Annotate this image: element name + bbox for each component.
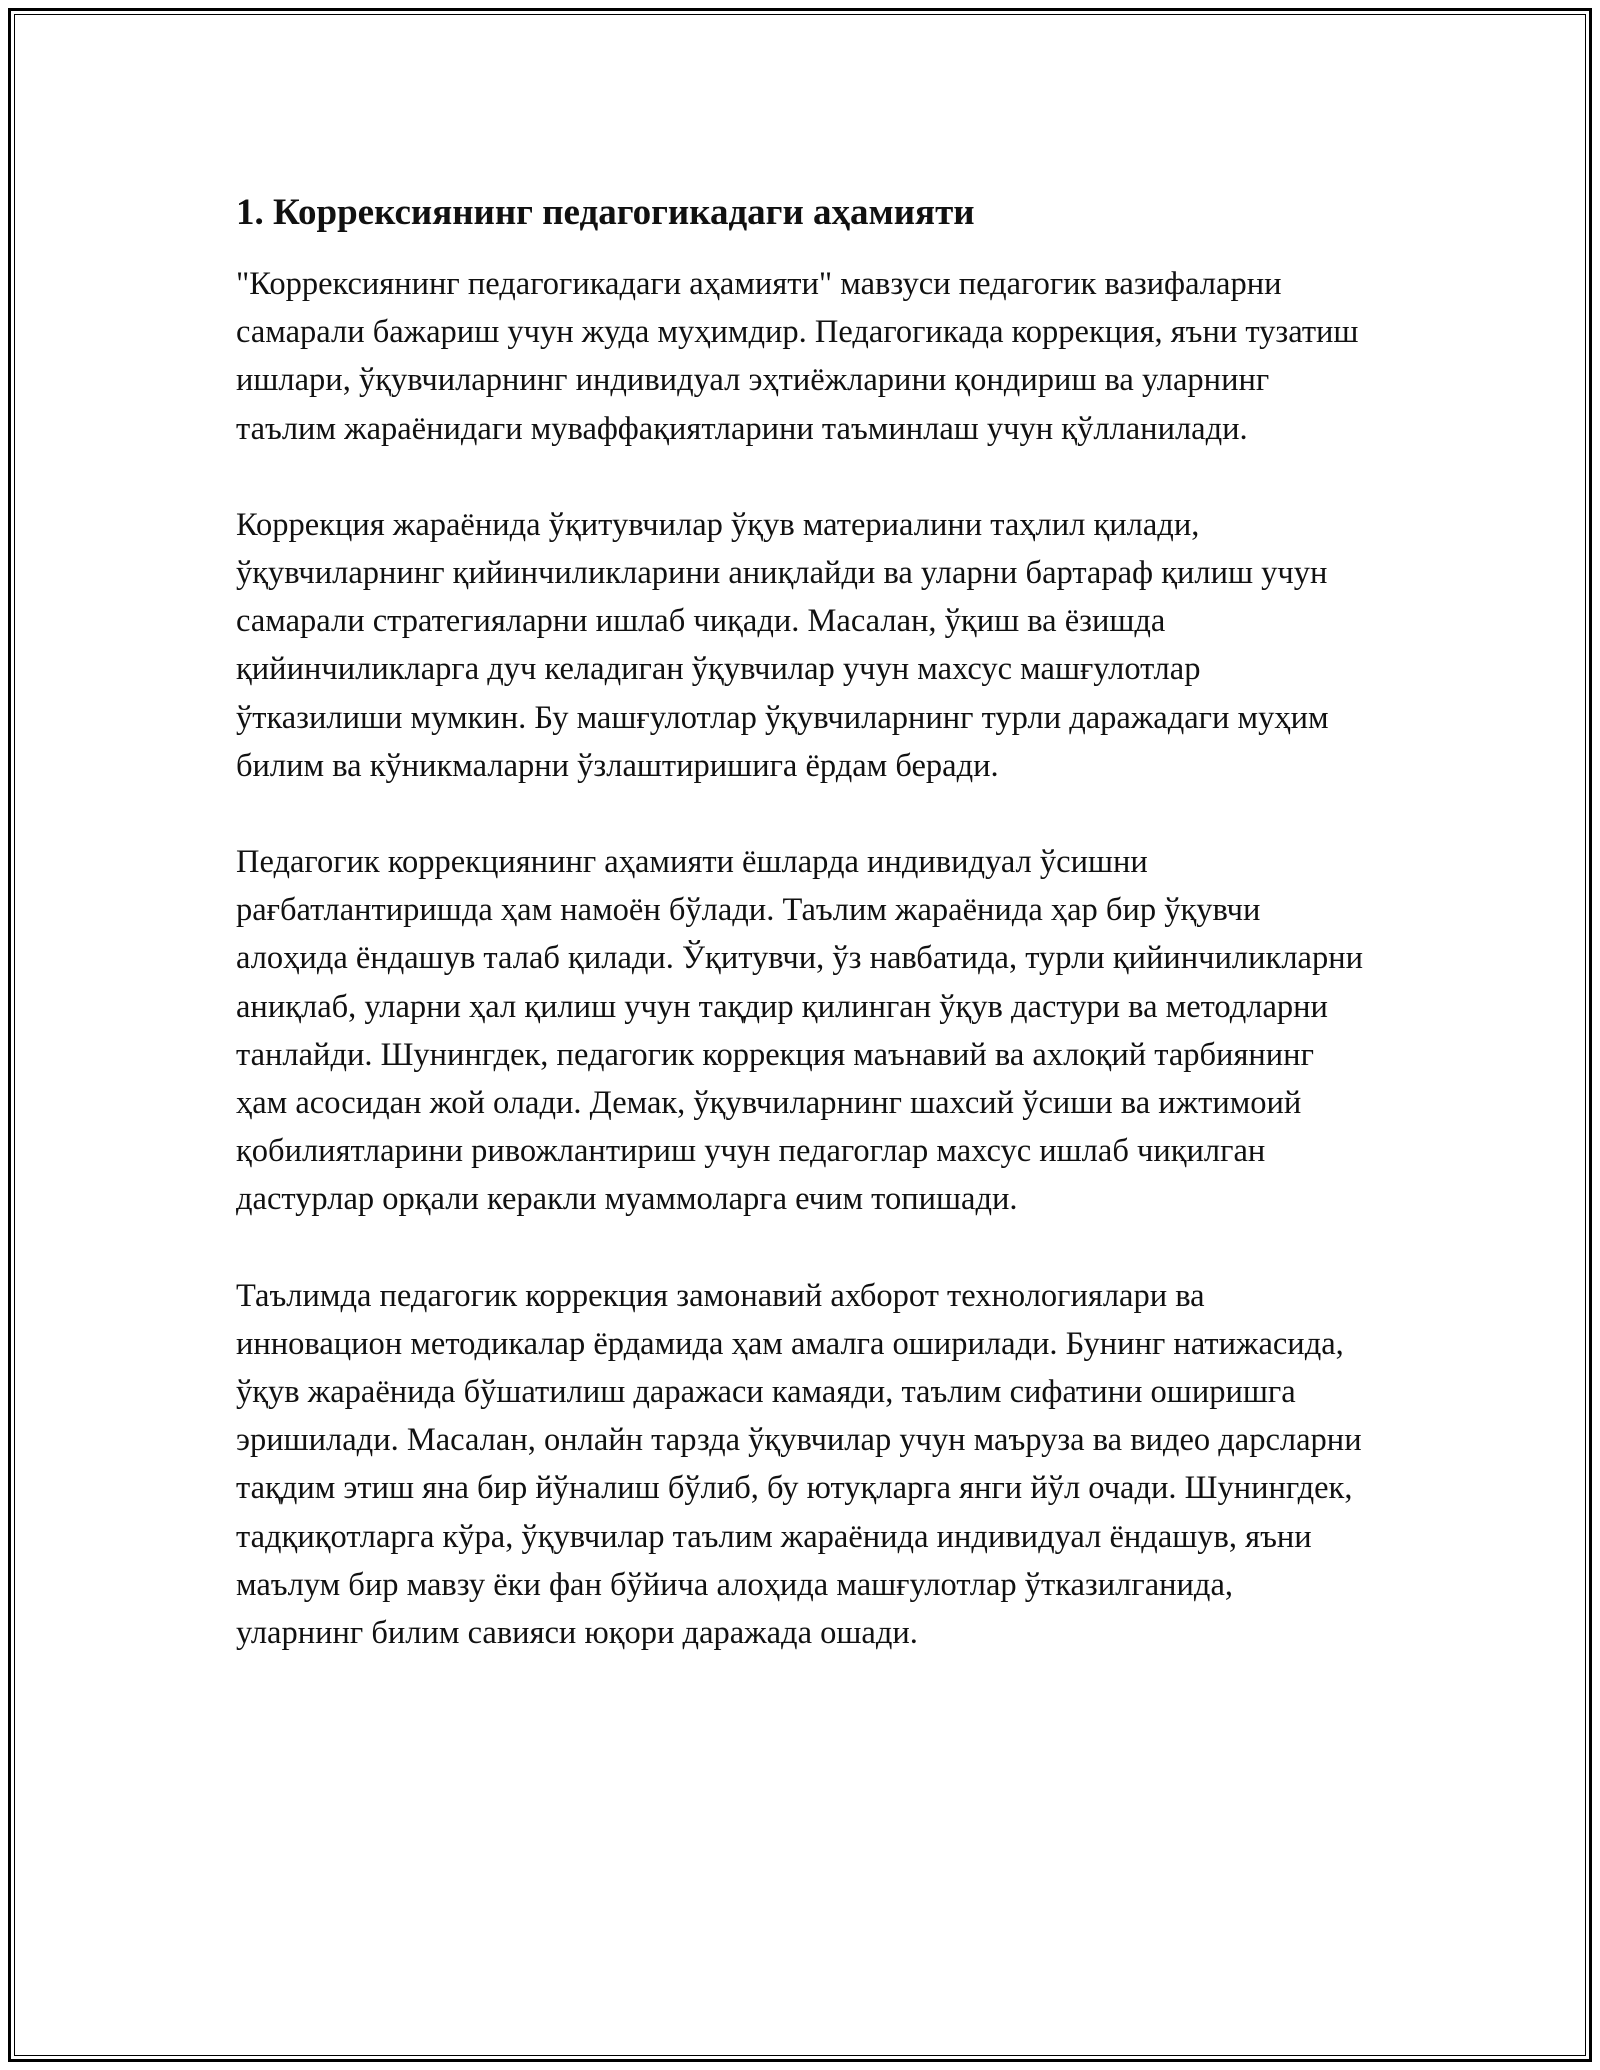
paragraph-2: Коррекция жараёнида ўқитувчилар ўқув материалини таҳлил қилади, ўқувчиларнинг қийинчиликларини аниқлайди ва уларни бартараф қилиш учун самарали стратегияларни ишлаб чиқади. Масалан, ўқиш ва ёзишда қийинчиликларга дуч келадиган ўқувчилар учун махсус машғулотлар ўтказилиши мумкин. Бу машғулотлар ўқувчиларнинг турли даражадаги муҳим билим ва кўникмаларни ўзлаштиришига ёрдам беради.	[236, 506, 1329, 784]
paragraph-4: Таълимда педагогик коррекция замонавий ахборот технологиялари ва инновацион методикалар ёрдамида ҳам амалга оширилади. Бунинг натижасида, ўқув жараёнида бўшатилиш даражаси камаяди, таълим сифатини оширишга эришилади. Масалан, онлайн тарзда ўқувчилар учун маърузa ва видео дарсларни тақдим этиш яна бир йўналиш бўлиб, бу ютуқларга янги йўл очади. Шунингдек, тадқиқотларга кўра, ўқувчилар таълим жараёнида индивидуал ёндашув, яъни маълум бир мавзу ёки фан бўйича алоҳида машғулотлар ўтказилганида, уларнинг билим савияси юқори даражада ошади.	[236, 1277, 1362, 1652]
paragraph-3: Педагогик коррекциянинг аҳамияти ёшларда индивидуал ўсишни рағбатлантиришда ҳам намоён бўлади. Таълим жараёнида ҳар бир ўқувчи алоҳида ёндашув талаб қилади. Ўқитувчи, ўз навбатида, турли қийинчиликларни аниқлаб, уларни ҳал қилиш учун тақдир қилинган ўқув дастури ва методларни танлайди. Шунингдек, педагогик коррекция маънавий ва ахлоқий тарбиянинг ҳам асосидан жой олади. Демак, ўқувчиларнинг шахсий ўсиши ва ижтимоий қобилиятларини ривожлантириш учун педагоглар махсус ишлаб чиқилган дастурлар орқали керакли муаммоларга ечим топишади.	[236, 844, 1363, 1218]
document-title: 1. Коррексиянинг педагогикадаги аҳамияти	[236, 192, 975, 233]
document-body	[236, 188, 1366, 1705]
paragraph-1: "Коррексиянинг педагогикадаги аҳамияти" мавзуси педагогик вазифаларни самарали бажариш учун жуда муҳимдир. Педагогикада коррекция, яъни тузатиш ишлари, ўқувчиларнинг индивидуал эҳтиёжларини қондириш ва уларнинг таълим жараёнидаги муваффақиятларини таъминлаш учун қўлланилади.	[236, 266, 1359, 447]
